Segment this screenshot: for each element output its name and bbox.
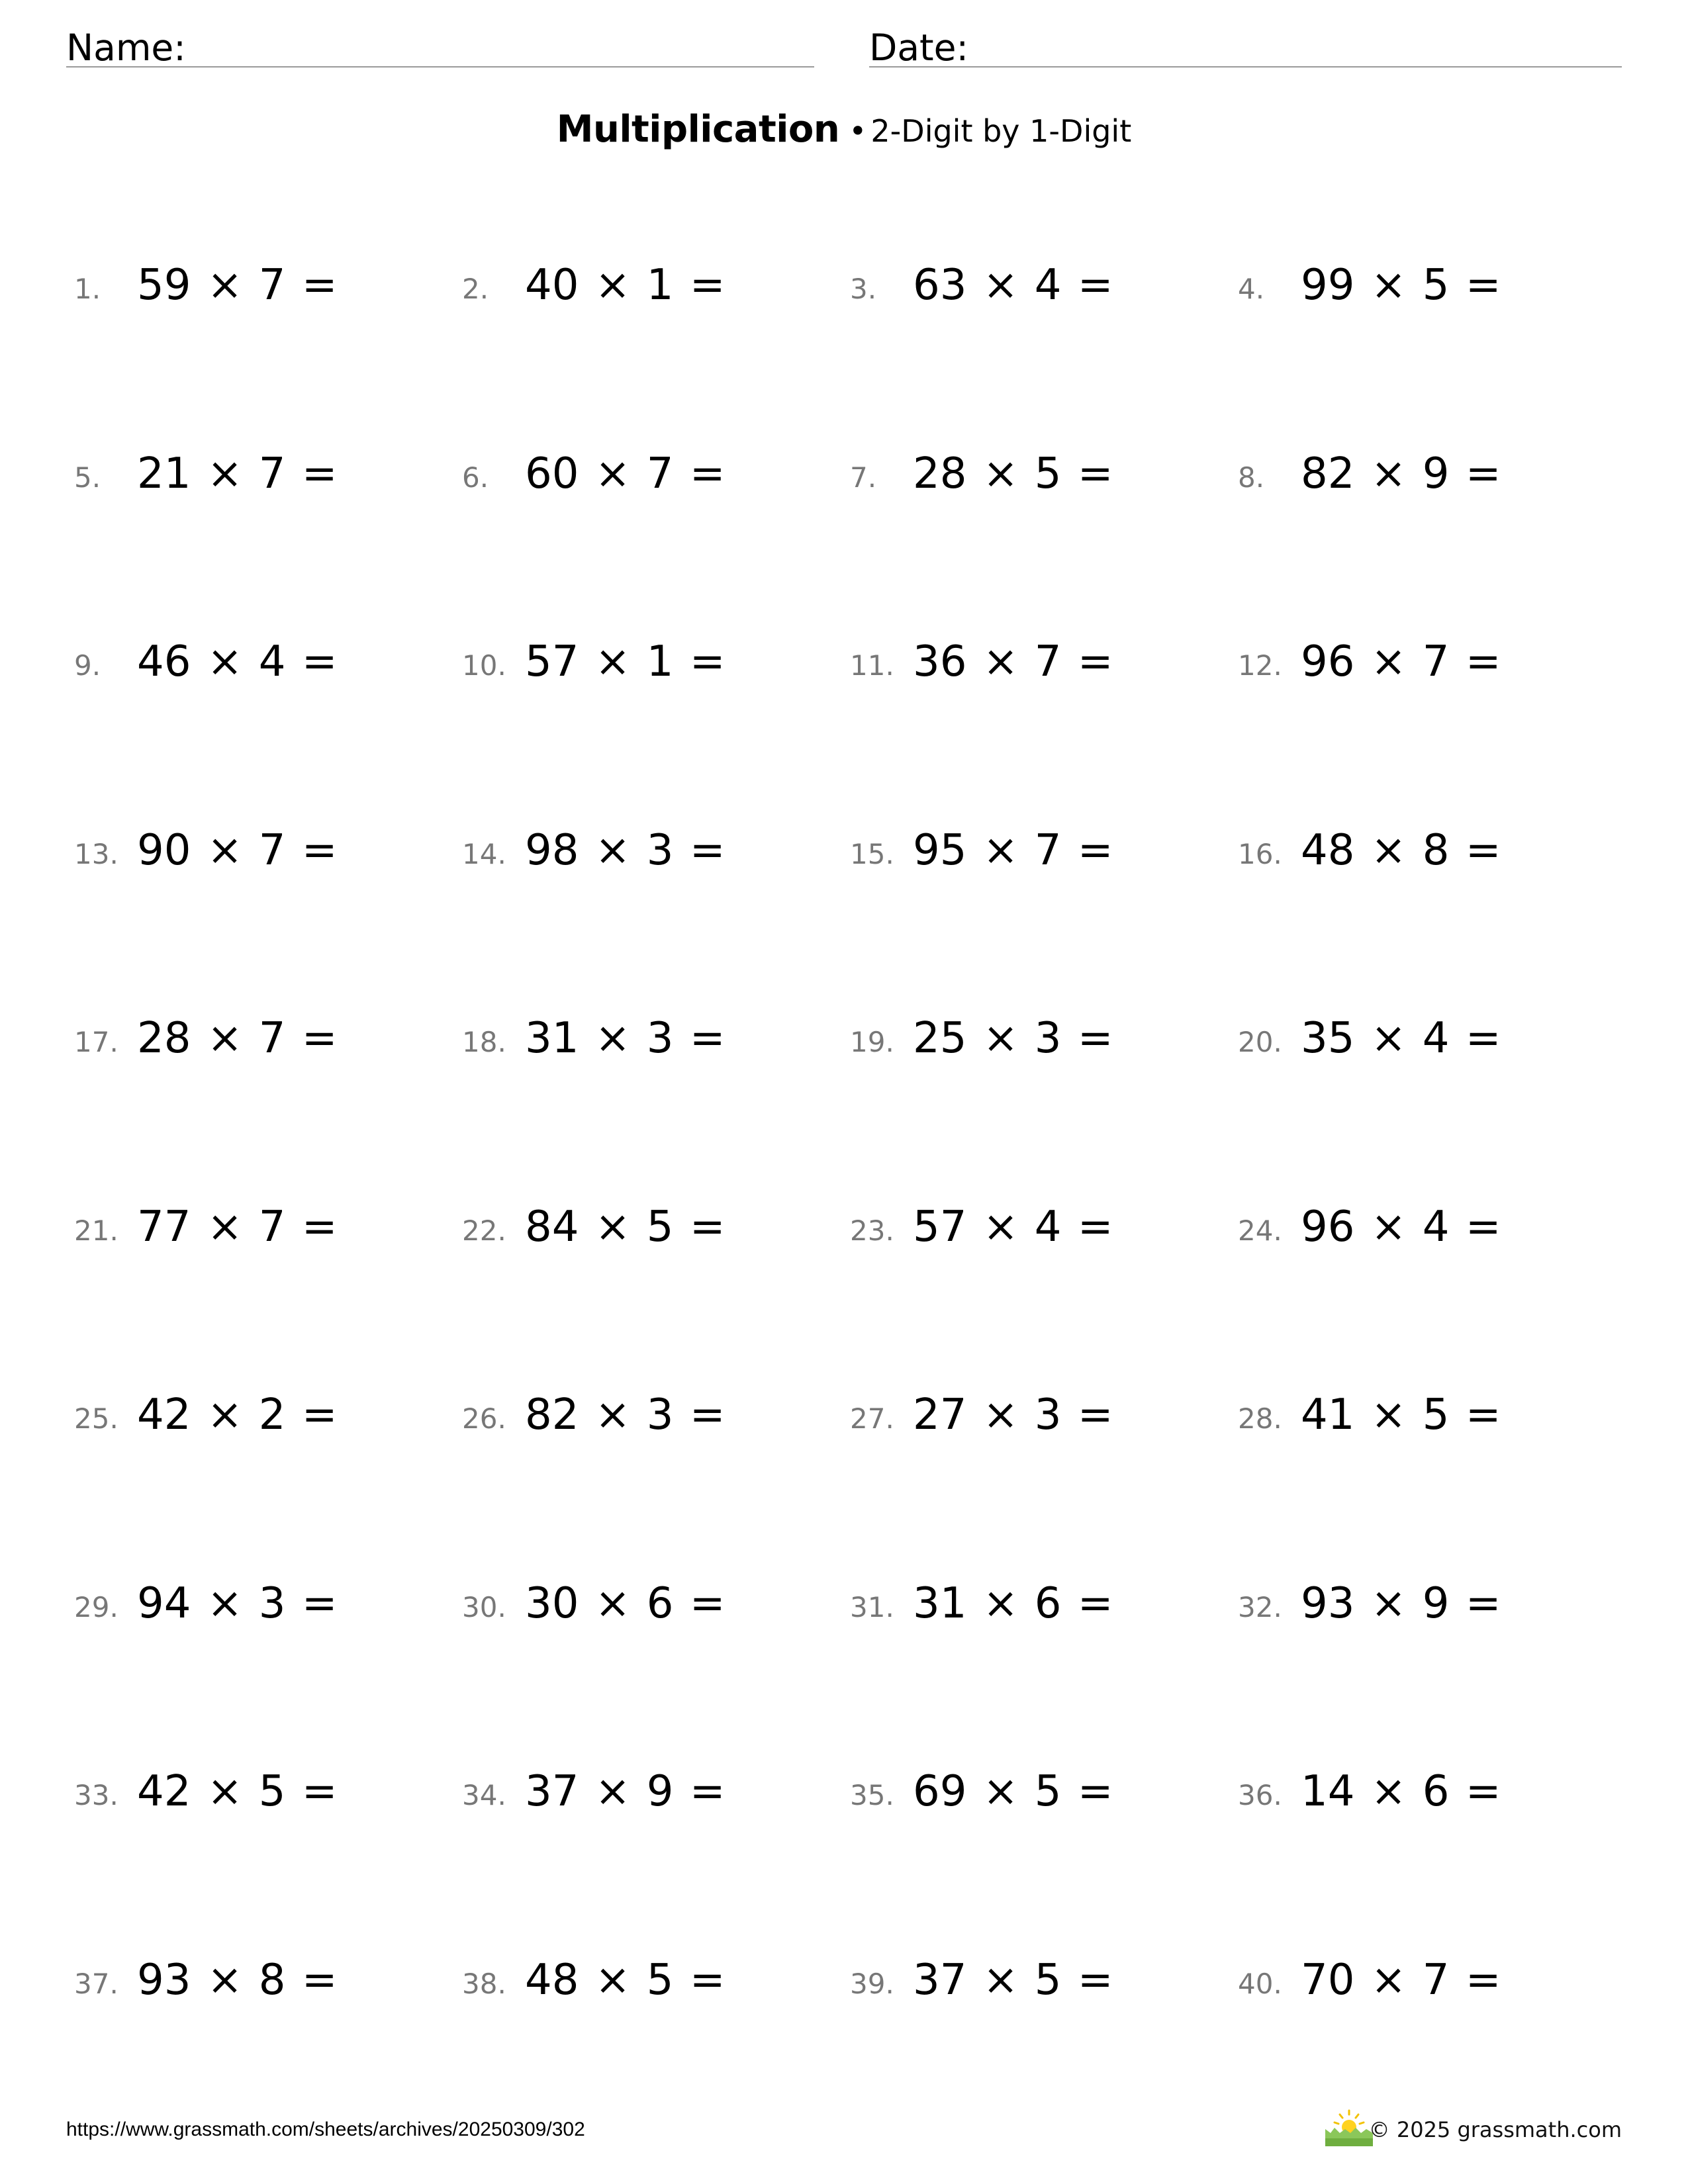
problem-number: 6. bbox=[462, 461, 489, 494]
problem-expression: 46 × 4 = bbox=[137, 637, 338, 686]
problem-item bbox=[850, 1391, 1221, 1444]
problem-number: 30. bbox=[462, 1591, 506, 1623]
problem-item bbox=[74, 1015, 445, 1068]
problem-number: 3. bbox=[850, 273, 877, 305]
problem-expression: 30 × 6 = bbox=[525, 1579, 726, 1628]
problem-number: 8. bbox=[1238, 461, 1265, 494]
problem-expression: 37 × 9 = bbox=[525, 1767, 726, 1816]
problem-item bbox=[850, 1956, 1221, 2009]
problem-item bbox=[850, 827, 1221, 880]
problem-item bbox=[462, 1015, 833, 1068]
problem-item bbox=[462, 1580, 833, 1633]
problem-item bbox=[850, 261, 1221, 314]
problem-expression: 27 × 3 = bbox=[913, 1390, 1113, 1439]
problem-expression: 94 × 3 = bbox=[137, 1579, 338, 1628]
problem-item bbox=[462, 261, 833, 314]
problem-number: 34. bbox=[462, 1779, 506, 1811]
problem-number: 9. bbox=[74, 649, 101, 682]
problem-item bbox=[462, 638, 833, 691]
problem-item bbox=[74, 1580, 445, 1633]
problem-item bbox=[74, 261, 445, 314]
problem-expression: 28 × 7 = bbox=[137, 1014, 338, 1063]
name-line bbox=[66, 66, 814, 68]
problem-number: 31. bbox=[850, 1591, 894, 1623]
problem-item bbox=[74, 638, 445, 691]
problem-number: 32. bbox=[1238, 1591, 1282, 1623]
problem-number: 33. bbox=[74, 1779, 118, 1811]
problem-expression: 77 × 7 = bbox=[137, 1203, 338, 1251]
problem-number: 1. bbox=[74, 273, 101, 305]
problem-item bbox=[74, 1768, 445, 1821]
problem-expression: 99 × 5 = bbox=[1301, 261, 1501, 310]
problem-expression: 96 × 4 = bbox=[1301, 1203, 1501, 1251]
problem-expression: 93 × 8 = bbox=[137, 1956, 338, 2005]
problem-expression: 95 × 7 = bbox=[913, 826, 1113, 875]
problem-number: 40. bbox=[1238, 1968, 1282, 2000]
problem-expression: 57 × 1 = bbox=[525, 637, 726, 686]
problem-item bbox=[462, 1956, 833, 2009]
problem-item bbox=[462, 1203, 833, 1256]
problem-expression: 48 × 5 = bbox=[525, 1956, 726, 2005]
problem-expression: 90 × 7 = bbox=[137, 826, 338, 875]
problem-expression: 70 × 7 = bbox=[1301, 1956, 1501, 2005]
problem-expression: 42 × 2 = bbox=[137, 1390, 338, 1439]
problem-number: 23. bbox=[850, 1214, 894, 1247]
problem-item bbox=[1238, 1203, 1609, 1256]
problem-expression: 82 × 3 = bbox=[525, 1390, 726, 1439]
problem-number: 20. bbox=[1238, 1026, 1282, 1058]
problem-number: 21. bbox=[74, 1214, 118, 1247]
problem-number: 16. bbox=[1238, 838, 1282, 870]
problem-expression: 82 × 9 = bbox=[1301, 449, 1501, 498]
problem-item bbox=[462, 827, 833, 880]
problem-number: 26. bbox=[462, 1402, 506, 1435]
problem-number: 12. bbox=[1238, 649, 1282, 682]
problem-expression: 57 × 4 = bbox=[913, 1203, 1113, 1251]
problem-expression: 41 × 5 = bbox=[1301, 1390, 1501, 1439]
problem-expression: 93 × 9 = bbox=[1301, 1579, 1501, 1628]
problem-expression: 37 × 5 = bbox=[913, 1956, 1113, 2005]
problem-item bbox=[1238, 1391, 1609, 1444]
problem-item bbox=[850, 1203, 1221, 1256]
problem-item bbox=[1238, 261, 1609, 314]
problem-number: 11. bbox=[850, 649, 894, 682]
problem-number: 15. bbox=[850, 838, 894, 870]
title-subtitle: 2-Digit by 1-Digit bbox=[870, 113, 1132, 149]
problem-number: 10. bbox=[462, 649, 506, 682]
problem-number: 35. bbox=[850, 1779, 894, 1811]
problem-item bbox=[1238, 1015, 1609, 1068]
name-label: Name: bbox=[66, 26, 186, 69]
problem-number: 13. bbox=[74, 838, 118, 870]
footer-copyright: © 2025 grassmath.com bbox=[1368, 2117, 1622, 2142]
problem-expression: 25 × 3 = bbox=[913, 1014, 1113, 1063]
problem-number: 39. bbox=[850, 1968, 894, 2000]
problem-expression: 14 × 6 = bbox=[1301, 1767, 1501, 1816]
problem-item bbox=[1238, 827, 1609, 880]
problem-item bbox=[74, 450, 445, 503]
problem-number: 14. bbox=[462, 838, 506, 870]
problem-number: 36. bbox=[1238, 1779, 1282, 1811]
date-label: Date: bbox=[869, 26, 968, 69]
problem-item bbox=[850, 1768, 1221, 1821]
problem-item bbox=[850, 1015, 1221, 1068]
problem-item bbox=[1238, 1768, 1609, 1821]
worksheet-title bbox=[0, 105, 1688, 163]
problem-expression: 42 × 5 = bbox=[137, 1767, 338, 1816]
problem-expression: 36 × 7 = bbox=[913, 637, 1113, 686]
problem-expression: 28 × 5 = bbox=[913, 449, 1113, 498]
problem-number: 37. bbox=[74, 1968, 118, 2000]
problem-number: 38. bbox=[462, 1968, 506, 2000]
problem-item bbox=[1238, 638, 1609, 691]
problem-number: 4. bbox=[1238, 273, 1265, 305]
problem-expression: 31 × 3 = bbox=[525, 1014, 726, 1063]
problem-number: 27. bbox=[850, 1402, 894, 1435]
problem-item bbox=[850, 1580, 1221, 1633]
problem-expression: 63 × 4 = bbox=[913, 261, 1113, 310]
problem-item bbox=[462, 1768, 833, 1821]
problem-number: 2. bbox=[462, 273, 489, 305]
problem-number: 17. bbox=[74, 1026, 118, 1058]
problem-item bbox=[1238, 1580, 1609, 1633]
problem-item bbox=[74, 827, 445, 880]
problem-number: 19. bbox=[850, 1026, 894, 1058]
problem-number: 24. bbox=[1238, 1214, 1282, 1247]
problem-expression: 31 × 6 = bbox=[913, 1579, 1113, 1628]
problem-number: 5. bbox=[74, 461, 101, 494]
problem-expression: 98 × 3 = bbox=[525, 826, 726, 875]
problem-expression: 60 × 7 = bbox=[525, 449, 726, 498]
problem-item bbox=[1238, 450, 1609, 503]
problem-number: 29. bbox=[74, 1591, 118, 1623]
problem-item bbox=[462, 450, 833, 503]
problem-item bbox=[74, 1956, 445, 2009]
problem-number: 28. bbox=[1238, 1402, 1282, 1435]
title-main: Multiplication bbox=[556, 108, 840, 151]
problem-expression: 48 × 8 = bbox=[1301, 826, 1501, 875]
problem-expression: 59 × 7 = bbox=[137, 261, 338, 310]
problem-expression: 84 × 5 = bbox=[525, 1203, 726, 1251]
problem-item bbox=[74, 1203, 445, 1256]
problem-item bbox=[1238, 1956, 1609, 2009]
problem-item bbox=[74, 1391, 445, 1444]
footer-url: https://www.grassmath.com/sheets/archives/20250309/302 bbox=[66, 2118, 585, 2140]
problem-expression: 69 × 5 = bbox=[913, 1767, 1113, 1816]
problem-number: 7. bbox=[850, 461, 877, 494]
problem-expression: 96 × 7 = bbox=[1301, 637, 1501, 686]
problem-item bbox=[462, 1391, 833, 1444]
problem-item bbox=[850, 450, 1221, 503]
problem-expression: 40 × 1 = bbox=[525, 261, 726, 310]
problem-number: 25. bbox=[74, 1402, 118, 1435]
problem-number: 22. bbox=[462, 1214, 506, 1247]
date-line bbox=[869, 66, 1622, 68]
problem-item bbox=[850, 638, 1221, 691]
problem-number: 18. bbox=[462, 1026, 506, 1058]
problem-expression: 35 × 4 = bbox=[1301, 1014, 1501, 1063]
problem-expression: 21 × 7 = bbox=[137, 449, 338, 498]
title-separator: • bbox=[849, 113, 867, 149]
grass-sun-logo-icon bbox=[1324, 2109, 1374, 2146]
